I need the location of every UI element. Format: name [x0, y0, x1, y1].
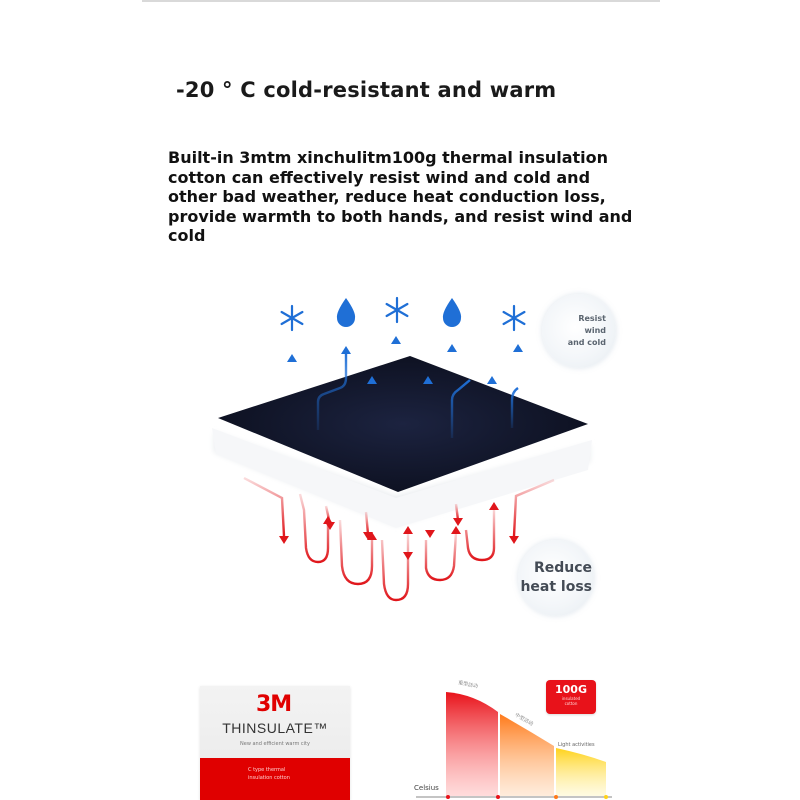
- water-drop-icon: [337, 298, 355, 327]
- resist-wind-label: Resist wind and cold: [567, 314, 606, 347]
- badge-weight: 100G: [555, 683, 587, 696]
- 100g-badge: [546, 680, 596, 714]
- snowflake-icon: [387, 298, 408, 322]
- light-activity-label: Light activities: [558, 742, 595, 748]
- light-activity-area: [556, 748, 606, 796]
- celsius-axis-label: Celsius: [414, 784, 439, 792]
- headline: -20 ° C cold-resistant and warm: [176, 78, 557, 102]
- axis-marker: [604, 795, 608, 799]
- red-band: [200, 758, 350, 800]
- heavy-activity-area: [446, 692, 498, 796]
- water-drop-icon: [443, 298, 461, 327]
- thinsulate-logo-card: [200, 686, 350, 800]
- product-tagline: New and efficient warm city: [240, 741, 310, 747]
- medium-activity-label: 中型活动: [513, 712, 534, 728]
- axis-marker: [446, 795, 450, 799]
- product-name: THINSULATE™: [222, 720, 328, 736]
- reduce-heat-loss-bubble: [518, 540, 594, 616]
- heavy-activity-label: 重型活动: [457, 679, 479, 691]
- snowflake-icon: [504, 306, 525, 330]
- medium-activity-area: [500, 714, 554, 796]
- axis-marker: [496, 795, 500, 799]
- description-text: Built-in 3mtm xinchulitm100g thermal insulation cotton can effectively resist wind and cold and other bad weather, reduce heat conduction loss, provide warmth to both hands, and resist wind and cold: [168, 148, 633, 245]
- top-divider: [142, 0, 660, 2]
- badge-subtext: insulated cotton: [561, 696, 581, 706]
- brand-logo: 3M: [256, 692, 292, 717]
- resist-wind-bubble: [542, 294, 616, 368]
- red-band-text: C type thermal insulation cotton: [248, 767, 290, 781]
- axis-marker: [554, 795, 558, 799]
- reduce-heat-loss-label: Reduce heat loss: [520, 560, 592, 595]
- snowflake-icon: [282, 306, 303, 330]
